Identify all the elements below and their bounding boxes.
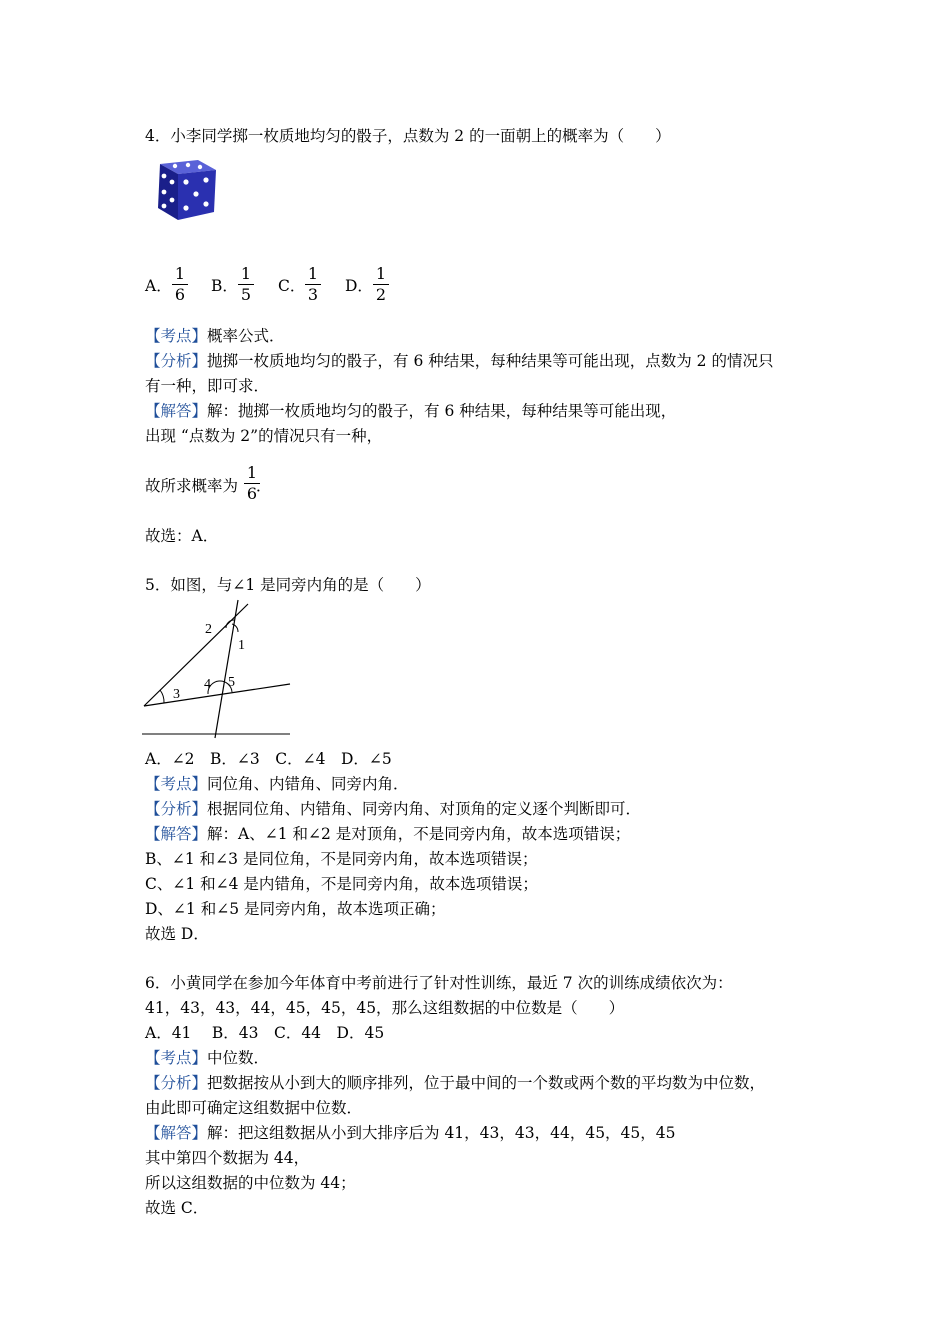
q6-kaodian-text: 中位数．: [207, 1049, 270, 1067]
q5-fenxi: [145, 799, 641, 819]
q4-fenxi-text: 抛掷一枚质地均匀的骰子，有 6 种结果，每种结果等可能出现，点数为 2 的情况只: [207, 352, 774, 370]
angle-3-arc: [160, 690, 164, 703]
q4-result-fraction: [244, 464, 260, 503]
q4-jieda-line3-pre: 故所求概率为: [145, 477, 239, 495]
q6-stem-line2: 41，43，43，44，45，45，45，那么这组数据的中位数是（ ）: [145, 999, 625, 1017]
figure-line-cd: [215, 600, 238, 738]
q4-fenxi-line2: 有一种，即可求．: [145, 377, 270, 395]
q5-jieda-tag: 【解答】: [145, 825, 208, 843]
figure-line-ef: [144, 684, 290, 706]
q4-option-c-letter: C．: [278, 277, 306, 295]
q5-answer: 故选 D．: [145, 925, 209, 943]
q5-fenxi-text: 根据同位角、内错角、同旁内角、对顶角的定义逐个判断即可．: [207, 800, 642, 818]
q6-kaodian-tag: 【考点】: [145, 1049, 208, 1067]
q5-jieda: [145, 824, 630, 844]
q4-option-c-fraction: [305, 265, 321, 304]
q5-kaodian: [145, 774, 409, 794]
q4-jieda-line2: 出现 “点数为 2”的情况只有一种，: [145, 427, 383, 445]
q4-option-b-den: 5: [240, 285, 252, 304]
q4-option-b-fraction: [238, 265, 254, 304]
q5-jieda-line4: D、∠1 和∠5 是同旁内角，故本选项正确；: [145, 900, 446, 918]
q4-option-d-den: 2: [375, 285, 387, 304]
q6-jieda-line2: 其中第四个数据为 44，: [145, 1149, 310, 1167]
q4-jieda-tag: 【解答】: [145, 402, 208, 420]
figure-label-2: 2: [205, 622, 212, 637]
dice-icon: [148, 158, 220, 224]
q6-options: A．41 B．43 C．44 D．45: [145, 1024, 385, 1042]
q4-option-a-letter: A．: [145, 277, 172, 295]
q6-jieda-tag: 【解答】: [145, 1124, 208, 1142]
q4-fenxi-tag: 【分析】: [145, 352, 208, 370]
q5-jieda-line3: C、∠1 和∠4 是内错角，不是同旁内角，故本选项错误；: [145, 875, 538, 893]
q4-option-a-den: 6: [174, 285, 186, 304]
q6-jieda-text: 解：把这组数据从小到大排序后为 41，43，43，44，45，45，45: [207, 1124, 676, 1142]
q4-jieda: [145, 401, 676, 421]
angle-figure: [140, 598, 300, 740]
q5-fenxi-tag: 【分析】: [145, 800, 208, 818]
q4-option-c-den: 3: [307, 285, 319, 304]
q4-option-d-num: 1: [373, 265, 389, 285]
q4-fenxi: [145, 351, 773, 371]
q5-kaodian-tag: 【考点】: [145, 775, 208, 793]
q6-answer: 故选 C．: [145, 1199, 209, 1217]
q4-option-a-num: 1: [172, 265, 188, 285]
figure-label-1: 1: [238, 638, 245, 653]
q4-option-b-num: 1: [238, 265, 254, 285]
q4-jieda-line3-post: ．: [256, 477, 272, 495]
q4-stem: 4．小李同学掷一枚质地均匀的骰子，点数为 2 的一面朝上的概率为（ ）: [145, 127, 671, 145]
q6-fenxi-text: 把数据按从小到大的顺序排列，位于最中间的一个数或两个数的平均数为中位数，: [207, 1074, 766, 1092]
q4-option-d-letter: D．: [345, 277, 373, 295]
q5-options: A．∠2 B．∠3 C．∠4 D．∠5: [145, 750, 392, 768]
q4-option-d-fraction: [373, 265, 389, 304]
q5-stem: 5．如图，与∠1 是同旁内角的是（ ）: [145, 576, 431, 594]
q5-jieda-line2: B、∠1 和∠3 是同位角，不是同旁内角，故本选项错误；: [145, 850, 538, 868]
q6-stem: 6．小黄同学在参加今年体育中考前进行了针对性训练，最近 7 次的训练成绩依次为：: [145, 974, 733, 992]
q4-kaodian-tag: 【考点】: [145, 327, 208, 345]
figure-line-ab: [144, 604, 248, 706]
q5-kaodian-text: 同位角、内错角、同旁内角．: [207, 775, 409, 793]
q6-fenxi-line2: 由此即可确定这组数据中位数．: [145, 1099, 363, 1117]
q4-kaodian-text: 概率公式．: [207, 327, 285, 345]
figure-label-3: 3: [173, 687, 180, 702]
figure-label-5: 5: [228, 675, 235, 690]
q4-option-a-fraction: [172, 265, 188, 304]
q4-result-den: 6: [246, 484, 258, 503]
q6-kaodian: [145, 1048, 269, 1068]
q6-fenxi-tag: 【分析】: [145, 1074, 208, 1092]
q6-jieda-line3: 所以这组数据的中位数为 44；: [145, 1174, 356, 1192]
q4-jieda-text: 解：抛掷一枚质地均匀的骰子，有 6 种结果，每种结果等可能出现，: [207, 402, 677, 420]
q4-answer: 故选：A．: [145, 527, 219, 545]
q5-jieda-text: 解：A、∠1 和∠2 是对顶角，不是同旁内角，故本选项错误；: [207, 825, 631, 843]
figure-label-4: 4: [204, 677, 211, 692]
q4-kaodian: [145, 326, 285, 346]
q4-result-num: 1: [244, 464, 260, 484]
q4-option-c-num: 1: [305, 265, 321, 285]
q6-fenxi: [145, 1073, 765, 1093]
q4-option-b-letter: B．: [211, 277, 238, 295]
q6-jieda: [145, 1123, 676, 1143]
